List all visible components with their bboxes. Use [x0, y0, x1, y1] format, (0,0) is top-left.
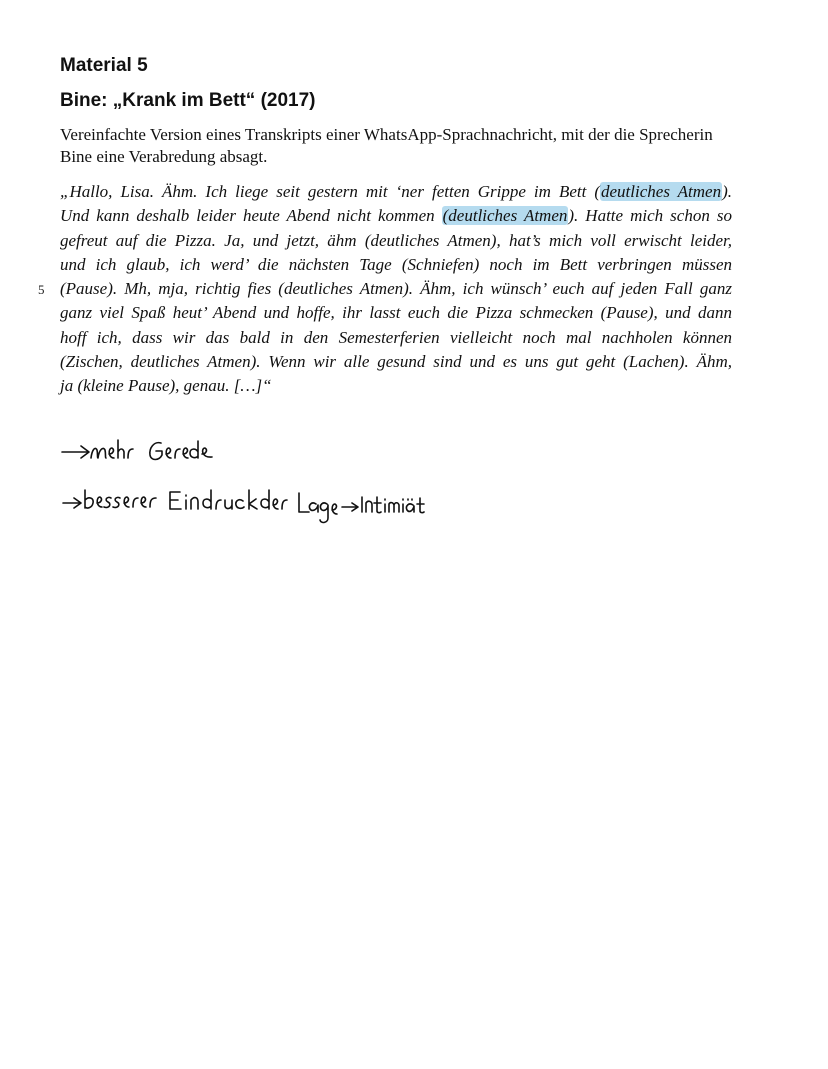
handwritten-note-1	[62, 440, 212, 460]
quote-line: und ich glaub, ich werd’ die nächsten Tage (Schniefen) noch im Bett verbringen müssen	[60, 254, 732, 274]
intro-text: Vereinfachte Version eines Transkripts einer WhatsApp-Sprachnachricht, mit der die Sprecherin Bine eine Verabredung absagt.	[60, 125, 713, 166]
quote-line: (Zischen, deutliches Atmen). Wenn wir alle gesund sind und es uns gut geht (Lachen). Ähm,	[60, 352, 732, 372]
quote-line: (Pause). Mh, mja, richtig fies (deutliches Atmen). Ähm, ich wünsch’ euch auf jeden Fall ganz	[60, 279, 732, 299]
quote-line: ganz viel Spaß heut’ Abend und hoffe, ihr lasst euch die Pizza schmecken (Pause), und dann	[60, 303, 732, 323]
highlighted-text: deutliches Atmen	[601, 182, 722, 201]
handwritten-note-2	[63, 490, 424, 522]
line-number: 5	[38, 282, 45, 297]
highlighted-text: (deutliches Atmen	[442, 206, 568, 226]
quote-text: „Hallo, Lisa. Ähm. Ich liege seit gestern mit ‘ner fetten Grippe im Bett (	[60, 182, 601, 201]
quote-line: ja (kleine Pause), genau. […]“	[60, 376, 272, 396]
quote-text: ).	[722, 182, 732, 201]
quote-line: gefreut auf die Pizza. Ja, und jetzt, ähm (deutliches Atmen), hat’s mich voll erwischt leider,	[60, 230, 732, 250]
quote-line: hoff ich, dass wir das bald in den Semesterferien vielleicht noch mal nachholen können	[60, 327, 732, 347]
document-title: Bine: „Krank im Bett“ (2017)	[60, 90, 316, 111]
quote-text: ). Hatte mich schon so	[568, 206, 732, 226]
material-label: Material 5	[60, 55, 148, 76]
quote-text: Und kann deshalb leider heute Abend nicht kommen	[60, 206, 442, 226]
